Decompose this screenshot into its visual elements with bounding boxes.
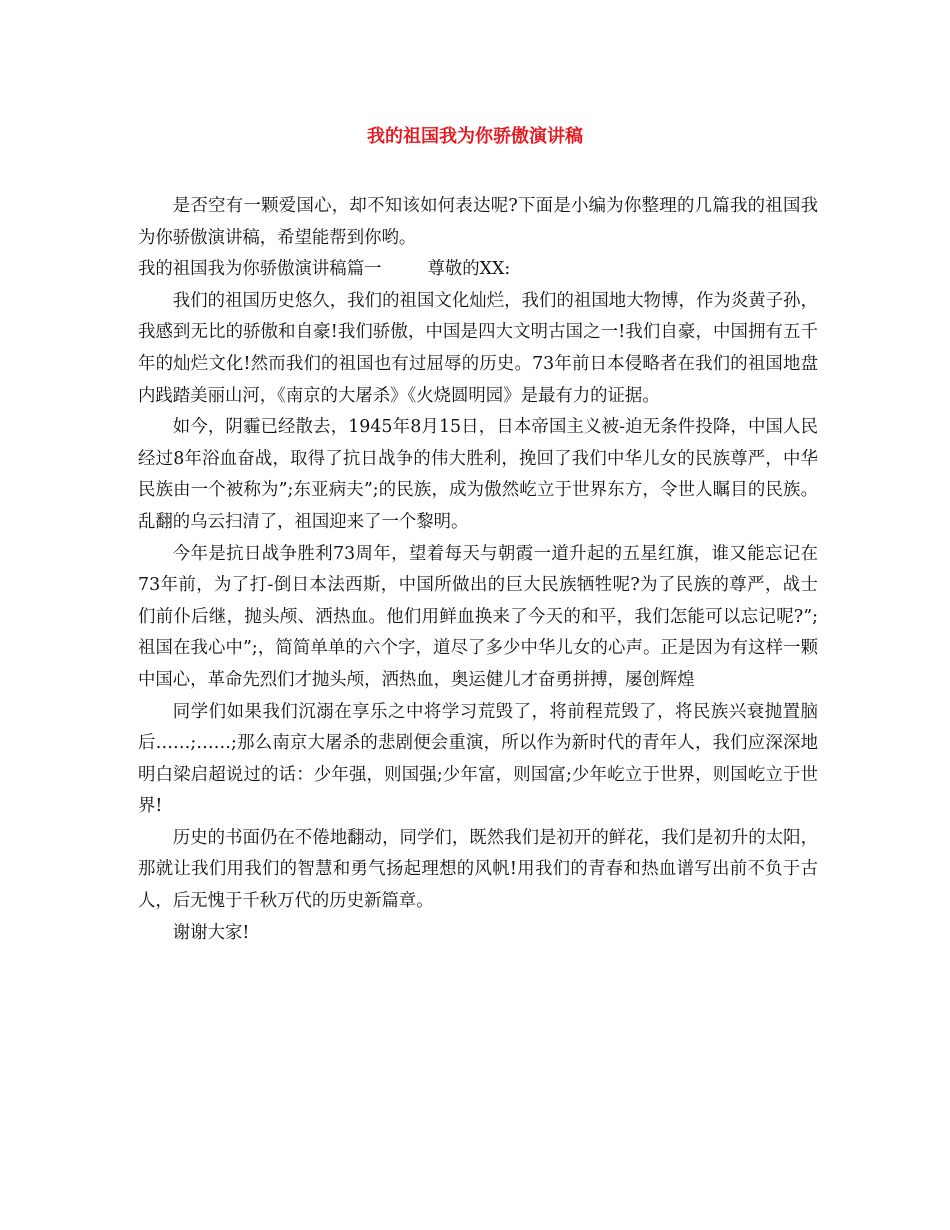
section-heading-line <box>138 254 818 286</box>
salutation: 尊敬的XX: <box>427 259 511 280</box>
body-paragraph: 同学们如果我们沉溺在享乐之中将学习荒毁了，将前程荒毁了，将民族兴衰抛置脑后……;……;那么南京大屠杀的悲剧便会重演，所以作为新时代的青年人，我们应深深地明白梁启超说过的话：少年强，则国强;少年富，则国富;少年屹立于世界，则国屹立于世界! <box>138 701 818 817</box>
body-paragraph: 历史的书面仍在不倦地翻动，同学们，既然我们是初开的鲜花，我们是初升的太阳，那就让我们用我们的智慧和勇气扬起理想的风帆!用我们的青春和热血谱写出前不负于古人，后无愧于千秋万代的历史新篇章。 <box>138 827 818 912</box>
document-title: 我的祖国我为你骄傲演讲稿 <box>367 126 583 147</box>
body-paragraph: 如今，阴霾已经散去，1945年8月15日，日本帝国主义被-迫无条件投降，中国人民经过8年浴血奋战，取得了抗日战争的伟大胜利，挽回了我们中华儿女的民族尊严，中华民族由一个被称为”;东亚病夫”;的民族，成为傲然屹立于世界东方，令世人瞩目的民族。乱翻的乌云扫清了，祖国迎来了一个黎明。 <box>138 417 818 532</box>
body-paragraph: 我们的祖国历史悠久，我们的祖国文化灿烂，我们的祖国地大物博，作为炎黄子孙，我感到无比的骄傲和自豪!我们骄傲，中国是四大文明古国之一!我们自豪，中国拥有五千年的灿烂文化!然而我们的祖国也有过屈辱的历史。73年前日本侵略者在我们的祖国地盘内践踏美丽山河，《南京的大屠杀》《火烧圆明园》是最有力的证据。 <box>138 290 818 406</box>
intro-paragraph: 是否空有一颗爱国心，却不知该如何表达呢?下面是小编为你整理的几篇我的祖国我为你骄傲演讲稿，希望能帮到你哟。 <box>138 196 818 248</box>
closing-paragraph: 谢谢大家! <box>172 922 250 943</box>
section-heading: 我的祖国我为你骄傲演讲稿篇一 <box>138 259 382 280</box>
document-body <box>138 191 818 949</box>
body-paragraph: 今年是抗日战争胜利73周年，望着每天与朝霞一道升起的五星红旗，谁又能忘记在73年前，为了打-倒日本法西斯，中国所做出的巨大民族牺牲呢?为了民族的尊严，战士们前仆后继，抛头颅、洒热血。他们用鲜血换来了今天的和平，我们怎能可以忘记呢?”;祖国在我心中”;，简简单单的六个字，道尽了多少中华儿女的心声。正是因为有这样一颗中国心，革命先烈们才抛头颅，洒热血，奥运健儿才奋勇拼搏，屡创辉煌 <box>138 543 818 690</box>
